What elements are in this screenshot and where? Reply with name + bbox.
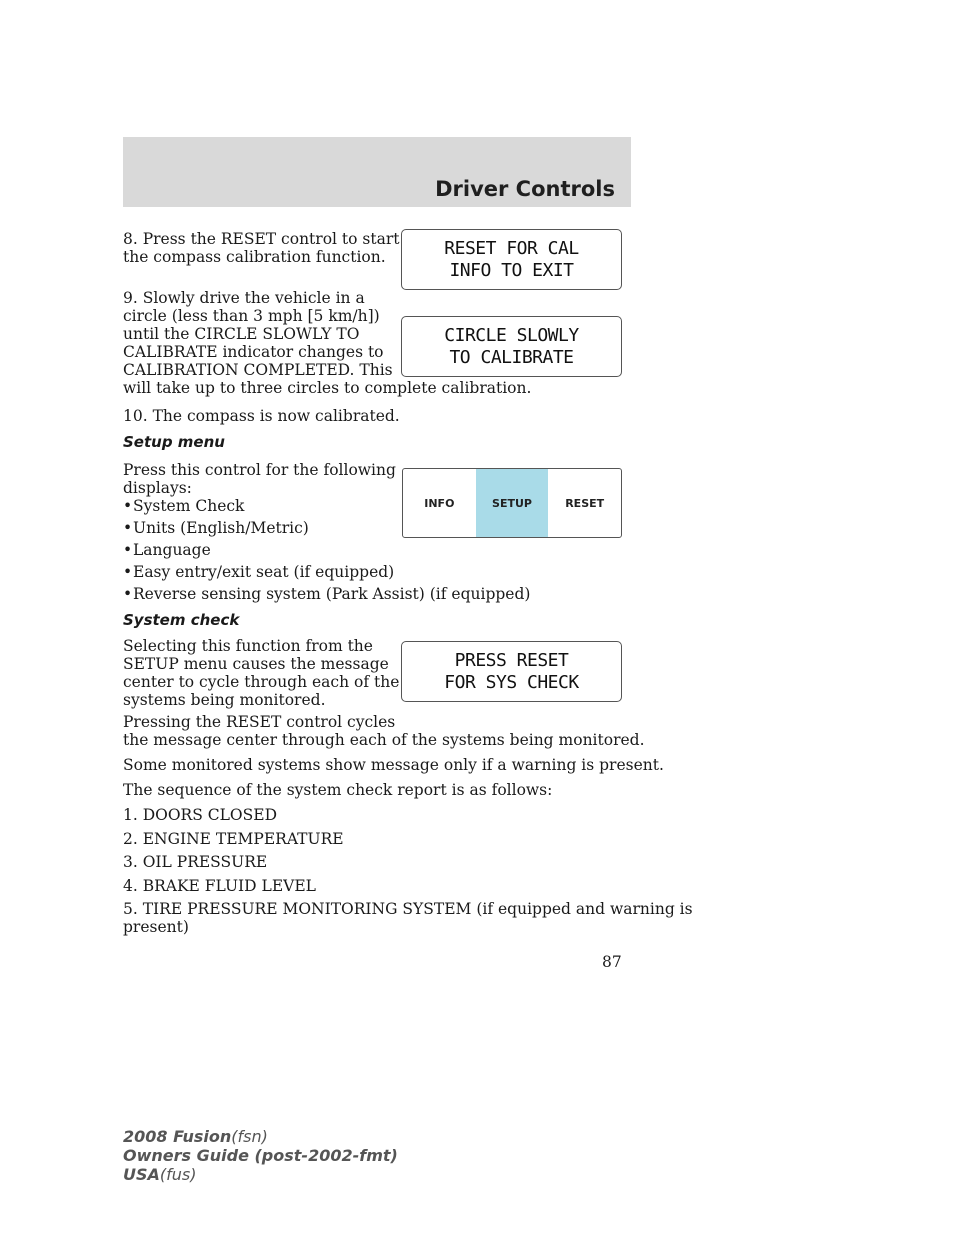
lcd-line-2: INFO TO EXIT: [449, 259, 574, 281]
list-item: [123, 519, 309, 537]
list-item: [123, 497, 244, 515]
list-item: [123, 563, 394, 581]
setup-menu-intro-line-2: displays:: [123, 479, 192, 497]
lcd-display-press-reset: [401, 641, 622, 702]
lcd-line-2: FOR SYS CHECK: [444, 671, 579, 693]
footer-model: 2008 Fusion: [123, 1127, 232, 1146]
step-8-line-2: the compass calibration function.: [123, 248, 386, 266]
setup-button: SETUP: [476, 469, 549, 537]
lcd-line-2: TO CALIBRATE: [449, 346, 574, 368]
bullet: •: [123, 519, 133, 537]
step-9-line-3: until the CIRCLE SLOWLY TO: [123, 325, 360, 343]
system-check-line-1: Selecting this function from the: [123, 637, 373, 655]
footer-region: USA: [123, 1165, 160, 1184]
bullet: •: [123, 541, 133, 559]
footer-model-code: (fsn): [231, 1127, 268, 1146]
list-item-text: System Check: [133, 497, 245, 515]
lcd-line-1: PRESS RESET: [454, 649, 569, 671]
footer-region-code: (fus): [159, 1165, 197, 1184]
bullet: •: [123, 585, 133, 603]
page-number: 87: [602, 953, 622, 971]
step-10: 10. The compass is now calibrated.: [123, 407, 400, 425]
sequence-intro: The sequence of the system check report is as follows:: [123, 781, 553, 799]
lcd-display-reset-for-cal: [401, 229, 622, 290]
system-check-line-3: center to cycle through each of the: [123, 673, 400, 691]
control-buttons-illustration: [402, 468, 622, 538]
step-9-line-2: circle (less than 3 mph [5 km/h]): [123, 307, 380, 325]
sequence-item: 2. ENGINE TEMPERATURE: [123, 830, 344, 848]
step-9-line-6: will take up to three circles to complete calibration.: [123, 379, 532, 397]
reset-button: RESET: [565, 496, 605, 510]
sequence-item: 4. BRAKE FLUID LEVEL: [123, 877, 316, 895]
step-8-line-1: 8. Press the RESET control to start: [123, 230, 400, 248]
list-item: [123, 541, 211, 559]
lcd-display-circle-slowly: [401, 316, 622, 377]
lcd-line-1: RESET FOR CAL: [444, 237, 579, 259]
lcd-line-1: CIRCLE SLOWLY: [444, 324, 579, 346]
system-check-line-5: Pressing the RESET control cycles: [123, 713, 396, 731]
system-check-line-2: SETUP menu causes the message: [123, 655, 389, 673]
system-check-note: Some monitored systems show message only if a warning is present.: [123, 756, 664, 774]
step-9-line-1: 9. Slowly drive the vehicle in a: [123, 289, 365, 307]
list-item: [123, 585, 530, 603]
bullet: •: [123, 497, 133, 515]
list-item-text: Easy entry/exit seat (if equipped): [133, 563, 395, 581]
list-item-text: Language: [133, 541, 211, 559]
setup-menu-intro-line-1: Press this control for the following: [123, 461, 396, 479]
bullet: •: [123, 563, 133, 581]
sequence-item: 5. TIRE PRESSURE MONITORING SYSTEM (if equipped and warning is: [123, 900, 693, 918]
setup-menu-heading: Setup menu: [123, 433, 225, 451]
footer-line-1: [123, 1127, 398, 1146]
system-check-heading: System check: [123, 611, 240, 629]
sequence-item: present): [123, 918, 189, 936]
footer-line-3: [123, 1165, 398, 1184]
section-title: Driver Controls: [435, 177, 615, 201]
footer: [123, 1127, 398, 1184]
list-item-text: Units (English/Metric): [133, 519, 309, 537]
step-9-line-5: CALIBRATION COMPLETED. This: [123, 361, 393, 379]
system-check-line-6: the message center through each of the systems being monitored.: [123, 731, 645, 749]
list-item-text: Reverse sensing system (Park Assist) (if equipped): [133, 585, 531, 603]
info-button: INFO: [424, 496, 455, 510]
footer-guide: Owners Guide (post-2002-fmt): [123, 1146, 398, 1165]
sequence-item: 3. OIL PRESSURE: [123, 853, 268, 871]
sequence-item: 1. DOORS CLOSED: [123, 806, 277, 824]
system-check-line-4: systems being monitored.: [123, 691, 326, 709]
footer-line-2: [123, 1146, 398, 1165]
step-9-line-4: CALIBRATE indicator changes to: [123, 343, 384, 361]
section-header: [123, 137, 631, 207]
